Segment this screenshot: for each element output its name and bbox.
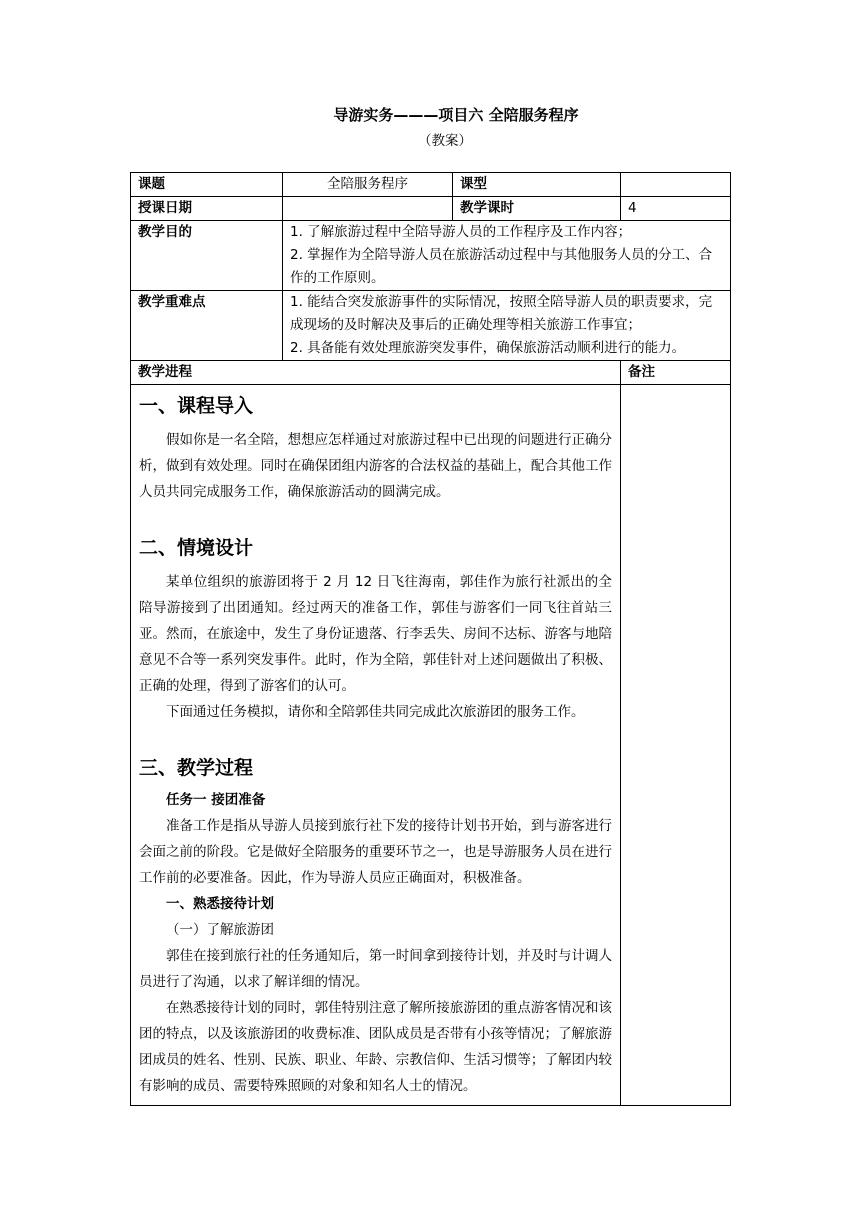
teaching-progress-content [131, 385, 621, 1106]
hours-label: 教学课时 [453, 197, 621, 221]
paragraph: 郭佳在接到旅行社的任务通知后，第一时间拿到接待计划，并及时与计调人员进行了沟通，以求了解详细的情况。 [139, 948, 612, 990]
subsection-heading: 一、熟悉接待计划 [166, 896, 274, 912]
aim-item-1: 1. 了解旅游过程中全陪导游人员的工作程序及工作内容； [290, 224, 632, 240]
key-points-content [283, 291, 731, 361]
aim-item-2: 2. 掌握作为全陪导游人员在旅游活动过程中与其他服务人员的分工、合作的工作原则。 [290, 247, 713, 286]
notes-label: 备注 [621, 361, 731, 385]
section-heading: 二、情境设计 [139, 537, 254, 559]
key-point-1: 1. 能结合突发旅游事件的实际情况，按照全陪导游人员的职责要求，完成现场的及时解决及事后的正确处理等相关旅游工作事宜； [290, 294, 713, 333]
type-value [621, 173, 731, 197]
key-points-label: 教学重难点 [131, 291, 283, 361]
paragraph: 某单位组织的旅游团将于 2 月 12 日飞往海南，郭佳作为旅行社派出的全陪导游接到了出团通知。经过两天的准备工作，郭佳与游客们一同飞往首站三亚。然而，在旅途中，发生了身份证遗落、行李丢失、房间不达标、游客与地陪意见不合等一系列突发事件。此时，作为全陪，郭佳针对上述问题做出了积极、正确的处理，得到了游客们的认可。 [139, 574, 612, 694]
document-subtitle: （教案） [418, 133, 472, 149]
table-row [131, 361, 731, 385]
table-row [131, 173, 731, 197]
table-row [131, 197, 731, 221]
aim-content [283, 221, 731, 291]
table-row [131, 385, 731, 1106]
paragraph: 下面通过任务模拟，请你和全陪郭佳共同完成此次旅游团的服务工作。 [166, 704, 585, 720]
aim-label: 教学目的 [131, 221, 283, 291]
type-label: 课型 [453, 173, 621, 197]
topic-value: 全陪服务程序 [283, 173, 453, 197]
hours-value: 4 [621, 197, 731, 221]
notes-content [621, 385, 731, 1106]
date-label: 授课日期 [131, 197, 283, 221]
progress-label: 教学进程 [131, 361, 621, 385]
table-row [131, 221, 731, 291]
table-row [131, 291, 731, 361]
document-title: 导游实务———项目六 全陪服务程序 [333, 106, 579, 124]
paragraph: 假如你是一名全陪，想想应怎样通过对旅游过程中已出现的问题进行正确分析，做到有效处理。同时在确保团组内游客的合法权益的基础上，配合其他工作人员共同完成服务工作，确保旅游活动的圆满完成。 [139, 432, 612, 500]
task-heading: 任务一 接团准备 [166, 792, 266, 808]
key-point-2: 2. 具备能有效处理旅游突发事件，确保旅游活动顺利进行的能力。 [290, 340, 686, 356]
lesson-plan-table [130, 172, 731, 1106]
section-heading: 一、课程导入 [139, 395, 254, 417]
topic-label: 课题 [131, 173, 283, 197]
subsection-item: （一）了解旅游团 [166, 922, 274, 938]
paragraph: 在熟悉接待计划的同时，郭佳特别注意了解所接旅游团的重点游客情况和该团的特点，以及该旅游团的收费标准、团队成员是否带有小孩等情况；了解旅游团成员的姓名、性别、民族、职业、年龄、宗教信仰、生活习惯等；了解团内较有影响的成员、需要特殊照顾的对象和知名人士的情况。 [139, 1000, 612, 1094]
paragraph: 准备工作是指从导游人员接到旅行社下发的接待计划书开始，到与游客进行会面之前的阶段。它是做好全陪服务的重要环节之一，也是导游服务人员在进行工作前的必要准备。因此，作为导游人员应正确面对，积极准备。 [139, 818, 612, 886]
section-heading: 三、教学过程 [139, 757, 254, 779]
date-value [283, 197, 453, 221]
